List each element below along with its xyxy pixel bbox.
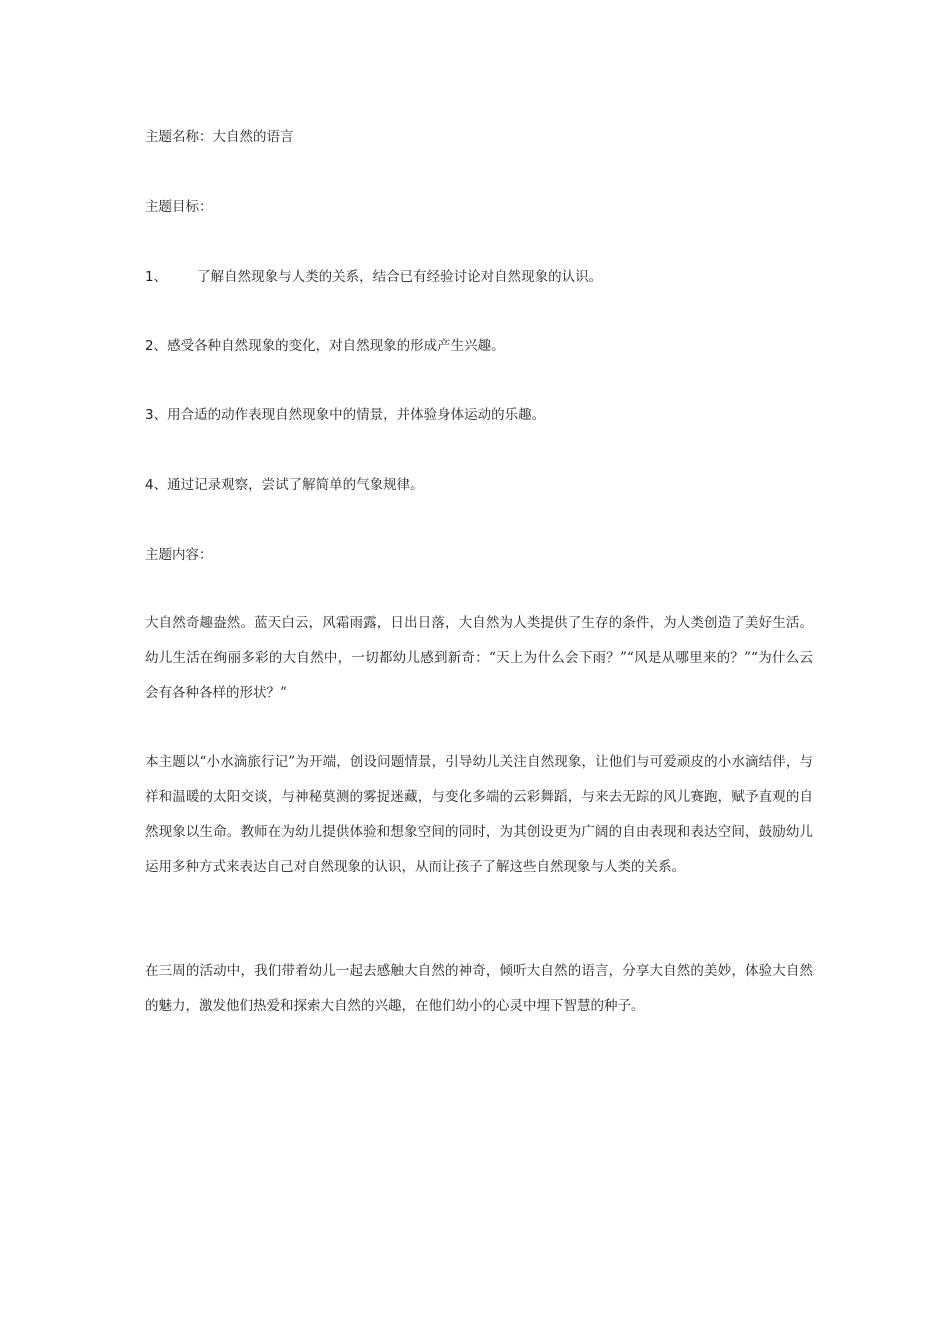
goal-item-3 [145, 406, 545, 425]
content-heading: 主题内容： [145, 547, 213, 563]
content-paragraph-2: 本主题以“小水滴旅行记”为开端，创设问题情景，引导幼儿关注自然现象，让他们与可爱顽皮的小水滴结伴，与祥和温暖的太阳交谈，与神秘莫测的雾捉迷藏，与变化多端的云彩舞蹈，与来去无踪的风儿赛跑，赋予直观的自然现象以生命。教师在为幼儿提供体验和想象空间的同时，为其创设更为广阔的自由表现和表达空间，鼓励幼儿运用多种方式来表达自己对自然现象的认识，从而让孩子了解这些自然现象与人类的关系。 [145, 754, 813, 875]
goal-number: 2、 [145, 338, 168, 354]
goal-text: 通过记录观察，尝试了解简单的气象规律。 [167, 477, 424, 493]
goal-text: 感受各种自然现象的变化，对自然现象的形成产生兴趣。 [167, 338, 505, 354]
goal-item-4 [145, 476, 424, 495]
goal-number: 4、 [145, 477, 168, 493]
goals-heading: 主题目标： [145, 199, 213, 215]
goal-text: 用合适的动作表现自然现象中的情景，并体验身体运动的乐趣。 [167, 407, 546, 423]
content-paragraph-1: 大自然奇趣盎然。蓝天白云，风霜雨露，日出日落，大自然为人类提供了生存的条件，为人类创造了美好生活。幼儿生活在绚丽多彩的大自然中，一切都幼儿感到新奇：“天上为什么会下雨？”“风是从哪里来的？”“为什么云会有各种各样的形状？” [145, 615, 813, 701]
goal-number: 3、 [145, 407, 168, 423]
goal-item-1 [145, 268, 602, 287]
goal-number: 1、 [145, 269, 168, 285]
content-paragraph-3: 在三周的活动中，我们带着幼儿一起去感触大自然的神奇，倾听大自然的语言，分享大自然的美妙，体验大自然的魅力，激发他们热爱和探索大自然的兴趣，在他们幼小的心灵中埋下智慧的种子。 [145, 963, 813, 1014]
goal-text: 了解自然现象与人类的关系，结合已有经验讨论对自然现象的认识。 [197, 269, 603, 285]
theme-name: 主题名称：大自然的语言 [145, 129, 294, 145]
goal-item-2 [145, 337, 505, 356]
